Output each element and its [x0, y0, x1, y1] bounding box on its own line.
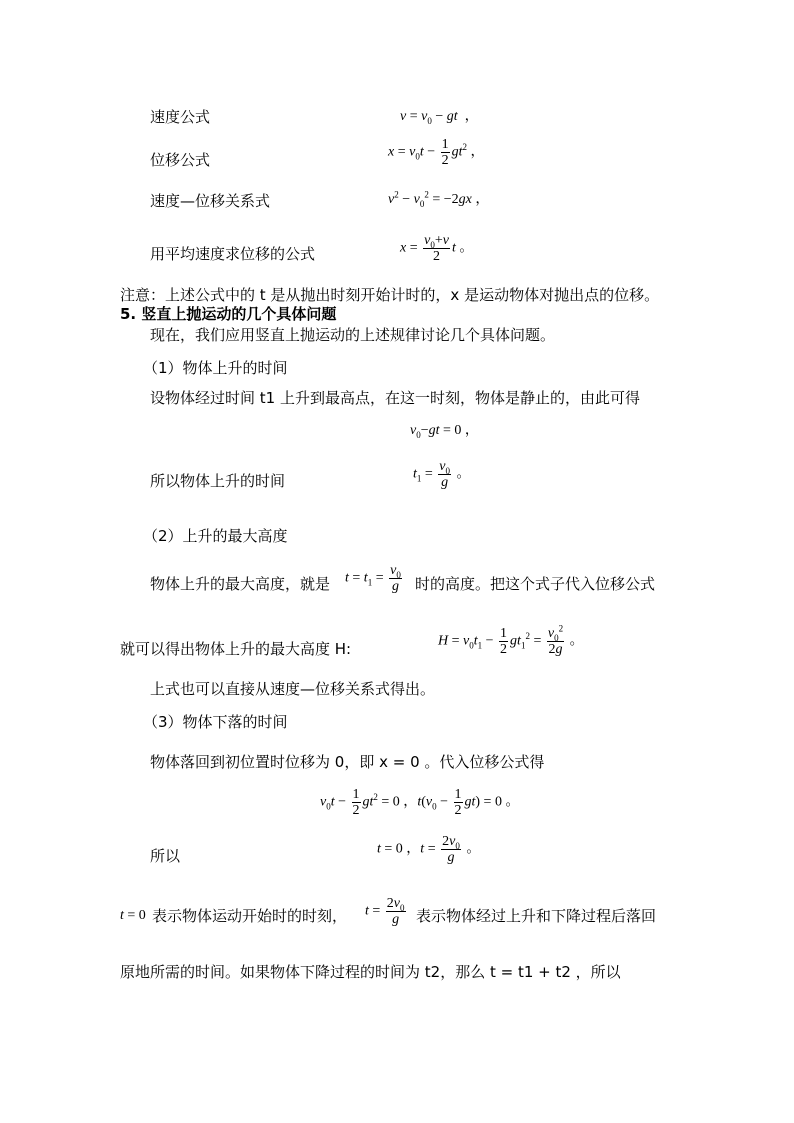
intro-text: 现在，我们应用竖直上抛运动的上述规律讨论几个具体问题。 [150, 326, 556, 344]
q3-text: 物体落回到初位置时位移为 0，即 x = 0 。代入位移公式得 [150, 753, 545, 771]
q1-text: 设物体经过时间 t1 上升到最高点，在这一时刻，物体是静止的，由此可得 [150, 389, 640, 407]
section-title: 5. 竖直上抛运动的几个具体问题 [120, 305, 337, 323]
formula-q2-max-height: $H = v_0t_1$ − $\frac{1}{2}$ $gt_1^2$ = $\frac{v_0^2}{2g}$ 。 [438, 623, 584, 657]
formula-q2-inline: $t = t_1$ = $\frac{v_0}{g}$ [345, 563, 401, 594]
label-speed-displacement: 速度—位移关系式 [150, 192, 271, 210]
formula-t-zero: t = 0 [120, 908, 146, 923]
line-a-text-1: 表示物体运动开始时的时刻， [152, 907, 348, 925]
formula-q1-result: $t_1$ = $\frac{v_0}{g}$ 。 [413, 459, 471, 490]
formula-q3-eq: $v_0t$ − $\frac{1}{2}$ $gt^2 = 0$ ，$t(v_0$ − $\frac{1}{2}$ gt) = 0 。 [320, 787, 520, 818]
q3-title: （3）物体下落的时间 [143, 713, 288, 731]
q2-title: （2）上升的最大高度 [143, 527, 288, 545]
formula-speed-displacement: $v^2 - v_0^2 = -2gx$ ， [388, 189, 490, 209]
q2-text-a: 物体上升的最大高度，就是 [150, 575, 331, 593]
label-avg-speed: 用平均速度求位移的公式 [150, 245, 316, 263]
formula-avg-speed: x = $\frac{v_0+v}{2}$ t 。 [400, 233, 474, 264]
line-b-text: 原地所需的时间。如果物体下降过程的时间为 t2，那么 t = t1 + t2 ，所以 [120, 963, 621, 981]
q2-alt-text: 上式也可以直接从速度—位移关系式得出。 [150, 680, 436, 698]
label-displacement-formula: 位移公式 [150, 151, 211, 169]
q2-text-b: 时的高度。把这个式子代入位移公式 [415, 575, 656, 593]
q1-title: （1）物体上升的时间 [143, 359, 288, 377]
q2-text-c: 就可以得出物体上升的最大高度 H: [120, 640, 352, 658]
formula-q1-eq: $v_0-gt = 0$ ， [410, 423, 479, 440]
note-text: 注意：上述公式中的 t 是从抛出时刻开始计时的，x 是运动物体对抛出点的位移。 [120, 286, 660, 304]
label-speed-formula: 速度公式 [150, 108, 211, 126]
formula-t-total: t = $\frac{2v_0}{g}$ [365, 896, 405, 927]
formula-speed: $v = v_0$ − gt ， [400, 109, 479, 126]
q1-result-label: 所以物体上升的时间 [150, 472, 286, 490]
line-a-text-2: 表示物体经过上升和下降过程后落回 [416, 907, 657, 925]
q3-so-label: 所以 [150, 847, 181, 865]
formula-q3-result: t = 0 ，t = $\frac{2v_0}{g}$ 。 [377, 834, 481, 865]
formula-displacement: $x = v_0t$ − $\frac{1}{2}$ $gt^2$ ， [388, 137, 485, 168]
